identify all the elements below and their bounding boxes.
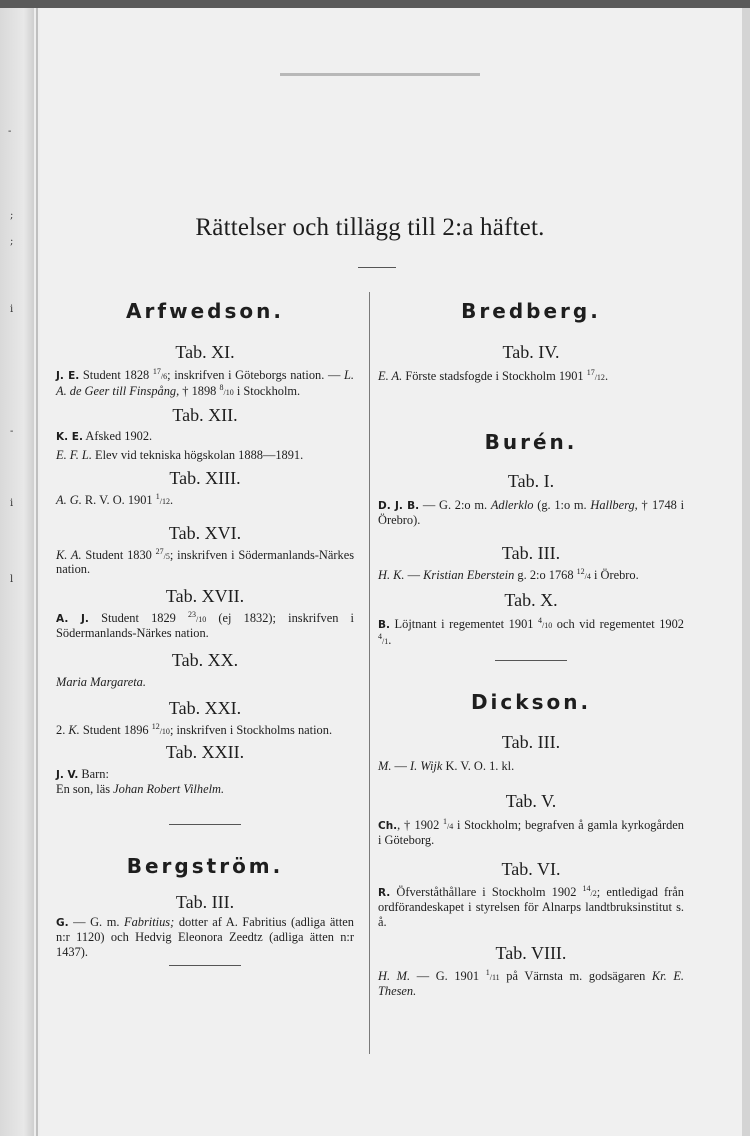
- right-column: [378, 298, 684, 998]
- entry-italic: M.: [378, 759, 392, 773]
- entry-initials: K. E.: [56, 431, 83, 443]
- edge-mark: ;: [10, 236, 14, 247]
- entry-text: (ej 1832); inskrifven i Södermanlands-Närkes nation.: [56, 610, 354, 640]
- tab-heading: Tab. X.: [504, 590, 558, 610]
- date-fraction: 17: [152, 367, 161, 376]
- entry-initials: Ch.: [378, 819, 398, 832]
- entry-arfwedson-xxi: [56, 723, 354, 738]
- entry-text: Löjtnant i regementet 1901: [390, 617, 539, 631]
- tab-heading: Tab. XII.: [172, 405, 238, 425]
- entry-text: i Stockholm.: [233, 383, 301, 398]
- facing-page-edge: [0, 8, 34, 1136]
- tab-heading: Tab. XXI.: [168, 698, 242, 718]
- date-fraction: /12: [594, 373, 605, 382]
- family-heading-arfwedson: Arfwedson.: [126, 299, 284, 323]
- tab-heading: Tab. XXII.: [165, 741, 245, 762]
- date-fraction: 1: [443, 816, 447, 826]
- tab-heading: Tab. III.: [175, 891, 235, 912]
- entry-italic: Hallberg,: [590, 497, 638, 512]
- entry-text: ; entledigad från ordförandeskapet i styrelsen för Alnarps landtbruksinstitut s. å.: [378, 884, 684, 929]
- entry-text: .: [604, 369, 609, 383]
- tab-heading: Tab. III.: [501, 542, 561, 563]
- entry-text: Student 1829: [88, 610, 189, 625]
- date-fraction: 1: [155, 492, 160, 501]
- entry-text: .: [388, 632, 392, 647]
- entry-text: Elev vid tekniska högskolan 1888—1891.: [91, 447, 304, 462]
- tab-heading: Tab. III.: [501, 732, 561, 752]
- entry-italic: H. M.: [378, 969, 411, 983]
- entry-bergstrom-iii: [56, 915, 354, 960]
- edge-mark: l: [10, 574, 14, 585]
- edge-mark: -: [10, 426, 14, 437]
- page-title: Rättelser och tillägg till 2:a häftet.: [195, 214, 545, 241]
- date-fraction: /5: [163, 551, 170, 561]
- entry-text: — G. 1901: [410, 969, 486, 983]
- entry-text: dotter af A. Fabritius (adliga ätten n:r 1120) och Hedvig Eleonora Zeedtz (adliga ätten n:r 1437).: [56, 914, 354, 959]
- tab-heading: Tab. XIII.: [169, 468, 241, 488]
- entry-italic: I. Wijk: [410, 759, 443, 773]
- entry-text: ; inskrifven i Södermanlands-Närkes nation.: [56, 547, 355, 576]
- entry-text: En son, läs: [56, 782, 114, 796]
- entry-text: — G. 2:o m.: [419, 497, 491, 512]
- entry-arfwedson-xx: [56, 675, 354, 690]
- date-fraction: 17: [586, 368, 595, 377]
- entry-italic: Adlerklo: [490, 497, 534, 512]
- date-fraction: /6: [160, 372, 168, 381]
- family-heading-bergstrom: Bergström.: [126, 853, 284, 878]
- entry-arfwedson-xii-2: [56, 448, 354, 463]
- family-heading-dickson: Dickson.: [470, 690, 592, 714]
- entry-text: i Stockholm; begrafven å gamla kyrkogården i Göteborg.: [378, 817, 685, 847]
- entry-dickson-vi: [378, 885, 684, 930]
- entry-initials: B.: [378, 619, 390, 631]
- entry-italic: Maria Margareta.: [56, 674, 146, 689]
- entry-dickson-viii: [378, 969, 684, 998]
- entry-italic: Fabritius;: [124, 914, 175, 929]
- entry-italic: K.: [68, 723, 80, 737]
- gutter-line: [36, 8, 38, 1136]
- tab-heading: Tab. XX.: [171, 649, 239, 670]
- entry-buren-i: [378, 498, 684, 528]
- title-rule: [358, 267, 396, 268]
- entry-italic: Kristian Eberstein: [423, 567, 515, 582]
- date-fraction: /2: [590, 888, 597, 898]
- entry-text: Barn:: [78, 766, 109, 781]
- right-page-edge: [742, 8, 750, 1136]
- entry-initials: G.: [56, 916, 69, 929]
- entry-text: ; inskrifven i Stockholms nation.: [169, 723, 333, 737]
- entry-text: (g. 1:o m.: [533, 497, 591, 512]
- entry-text: Afsked 1902.: [82, 429, 153, 443]
- tab-heading: Tab. V.: [505, 790, 557, 811]
- entry-arfwedson-xii-1: [56, 429, 354, 445]
- entry-italic: E. A.: [378, 369, 403, 383]
- date-fraction: /10: [196, 614, 207, 624]
- entry-text: ; inskrifven i Göteborgs nation. —: [167, 368, 344, 382]
- entry-text: † 1898: [179, 383, 220, 398]
- entry-text: Student 1896: [79, 723, 152, 737]
- entry-arfwedson-xiii: [56, 493, 354, 508]
- date-fraction: /10: [223, 387, 234, 397]
- tab-heading: Tab. XI.: [175, 342, 235, 362]
- family-heading-buren: Burén.: [484, 429, 578, 454]
- column-divider: [369, 292, 370, 1054]
- date-fraction: 1: [485, 968, 490, 977]
- entry-bredberg-iv: [378, 369, 684, 384]
- date-fraction: 12: [576, 566, 585, 576]
- entry-initials: J. V.: [56, 768, 79, 781]
- entry-buren-iii: [378, 568, 684, 583]
- entry-initials: D. J. B.: [378, 499, 420, 512]
- entry-initials: A. J.: [56, 612, 89, 625]
- entry-initials: R.: [378, 886, 391, 899]
- date-fraction: 4: [538, 616, 543, 625]
- entry-italic: Kr. E. Thesen.: [378, 969, 684, 998]
- entry-italic: Johan Robert Vilhelm.: [113, 782, 225, 796]
- left-column: [56, 298, 354, 966]
- scan-top-bar: [0, 0, 750, 8]
- date-fraction: /11: [489, 973, 500, 982]
- tab-heading: Tab. VIII.: [495, 943, 567, 963]
- entry-text: —: [391, 759, 411, 773]
- date-fraction: /4: [447, 821, 454, 831]
- entry-text: R. V. O. 1901: [81, 493, 156, 507]
- entry-text: på Värnsta m. godsägaren: [499, 969, 652, 983]
- tab-heading: Tab. VI.: [501, 858, 561, 879]
- entry-text: Öfverståthållare i Stockholm 1902: [390, 884, 583, 899]
- entry-text: och vid regementet 1902: [552, 617, 685, 631]
- date-fraction: /12: [159, 497, 170, 506]
- tab-heading: Tab. I.: [507, 470, 555, 491]
- tab-heading: Tab. XVI.: [168, 522, 242, 543]
- entry-text: i Örebro.: [590, 567, 639, 582]
- entry-dickson-v: [378, 818, 684, 848]
- date-fraction: 4: [378, 631, 382, 641]
- entry-text: Student 1828: [79, 368, 153, 382]
- entry-text: Förste stadsfogde i Stockholm 1901: [402, 369, 587, 383]
- entry-initials: J. E.: [56, 370, 80, 382]
- entry-text: —: [404, 567, 424, 582]
- date-fraction: /1: [382, 636, 389, 646]
- entry-arfwedson-xvii: [56, 611, 354, 641]
- section-rule: [495, 660, 567, 661]
- edge-mark: -: [8, 126, 12, 137]
- date-fraction: /4: [584, 571, 591, 581]
- entry-italic: A. G.: [56, 493, 82, 507]
- date-fraction: 14: [582, 883, 591, 893]
- date-fraction: 12: [151, 722, 160, 731]
- entry-text: K. V. O. 1. kl.: [442, 759, 515, 773]
- entry-italic: L. A. de Geer till Finspång,: [56, 368, 354, 398]
- date-fraction: /10: [159, 727, 170, 736]
- date-fraction: 27: [155, 546, 164, 556]
- entry-italic: K. A.: [56, 547, 82, 562]
- entry-text: Student 1830: [81, 547, 156, 562]
- faint-running-head: [280, 70, 480, 80]
- date-fraction: 8: [219, 382, 224, 392]
- entry-dickson-iii: [378, 759, 684, 774]
- entry-arfwedson-xxii: [56, 767, 354, 797]
- entry-italic: H. K.: [378, 567, 405, 582]
- section-rule: [169, 824, 241, 825]
- edge-mark: ;: [10, 210, 14, 221]
- entry-text: g. 2:o 1768: [514, 567, 577, 582]
- entry-text: 2.: [56, 723, 69, 737]
- family-heading-bredberg: Bredberg.: [461, 299, 601, 323]
- entry-text: † 1748 i Örebro).: [378, 497, 685, 527]
- entry-text: , † 1902: [397, 817, 443, 832]
- entry-arfwedson-xi: [56, 368, 354, 398]
- entry-text: — G. m.: [68, 914, 124, 929]
- tab-heading: Tab. IV.: [502, 342, 560, 362]
- entry-arfwedson-xvi: [56, 548, 354, 577]
- date-fraction: 23: [188, 609, 197, 619]
- edge-mark: i: [10, 304, 14, 315]
- entry-buren-x: [378, 617, 684, 647]
- entry-text: .: [169, 493, 174, 507]
- entry-italic: E. F. L.: [56, 447, 92, 462]
- date-fraction: /10: [542, 621, 553, 630]
- section-rule: [169, 965, 241, 966]
- tab-heading: Tab. XVII.: [165, 585, 245, 606]
- edge-mark: i: [10, 498, 14, 509]
